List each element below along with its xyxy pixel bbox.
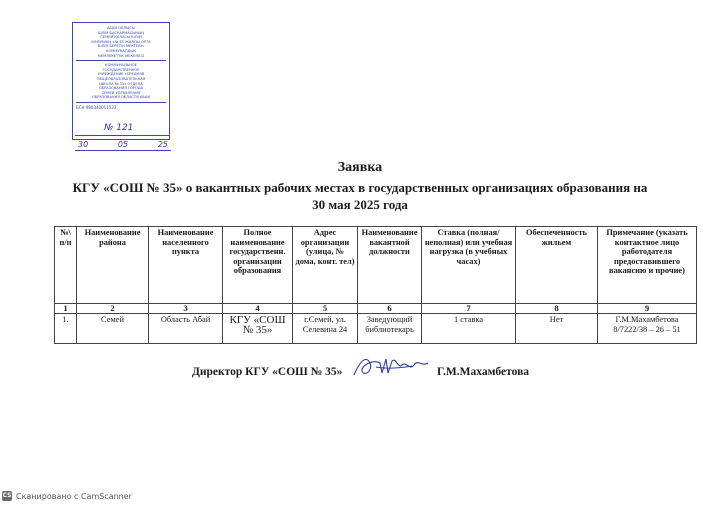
stamp-kz-line: МЕМЛЕКЕТТІК МЕКЕМЕСІ bbox=[97, 53, 145, 58]
column-number: 7 bbox=[422, 304, 516, 314]
address-cell: г.Семей, ул. Селевина 24 bbox=[293, 314, 358, 344]
handwritten-signature bbox=[352, 353, 432, 381]
column-number: 8 bbox=[516, 304, 598, 314]
header-cell: Наименование вакантной должности bbox=[358, 227, 422, 304]
camscanner-icon: CS bbox=[2, 492, 12, 499]
director-title: Директор КГУ «СОШ № 35» bbox=[192, 366, 343, 378]
column-number: 1 bbox=[55, 304, 77, 314]
registration-underline bbox=[75, 135, 169, 136]
row-number: 1. bbox=[55, 314, 77, 344]
stamp-kz-line: АБАЙ ОБЛЫСЫ bbox=[106, 26, 136, 30]
stamp-ru-line: ШКОЛА № 35» ОТДЕЛА bbox=[99, 81, 143, 86]
stamp-ru-line: УЧРЕЖДЕНИЕ «СРЕДНЯЯ bbox=[97, 72, 145, 77]
stamp-ru-line: СЕМЕЙ УПРАВЛЕНИЯ bbox=[101, 90, 141, 95]
stamp-ru-line: ОБЩЕОБРАЗОВАТЕЛЬНАЯ bbox=[96, 76, 146, 81]
registration-number: № 121 bbox=[104, 123, 134, 133]
organization-cell: КГУ «СОШ № 35» bbox=[223, 314, 293, 344]
column-number: 2 bbox=[77, 304, 149, 314]
locality-cell: Область Абай bbox=[149, 314, 223, 344]
header-cell: Наименование района bbox=[77, 227, 149, 304]
header-cell: №\ п/п bbox=[55, 227, 77, 304]
stamp-kz-line: БІЛІМ БАСҚАРМАСЫНЫҢ bbox=[98, 30, 144, 35]
scanner-watermark bbox=[2, 491, 132, 501]
stamp-ru-line: ОБРАЗОВАНИЯ ОБЛАСТИ АБАЙ bbox=[91, 95, 151, 100]
column-number: 3 bbox=[149, 304, 223, 314]
director-name: Г.М.Махамбетова bbox=[437, 366, 530, 378]
housing-cell: Нет bbox=[516, 314, 598, 344]
scanner-text: Сканировано с CamScanner bbox=[16, 491, 132, 501]
note-cell: Г.М.Махамбетова 8/7222/38 – 26 – 51 bbox=[598, 314, 697, 344]
vacancy-table bbox=[54, 226, 697, 344]
header-cell: Полное наименование государственн. организации образования bbox=[223, 227, 293, 304]
district-cell: Семей bbox=[77, 314, 149, 344]
stamp-ru-line: ГОСУДАРСТВЕННОЕ bbox=[102, 67, 140, 72]
document-date-line: 30 мая 2025 года bbox=[312, 197, 408, 212]
column-number: 4 bbox=[223, 304, 293, 314]
date-month: 05 bbox=[117, 140, 129, 149]
column-number-row bbox=[55, 304, 697, 314]
header-cell: Ставка (полная/неполная) или учебная нагрузка (в учебных часах) bbox=[422, 227, 516, 304]
stamp-divider bbox=[76, 102, 166, 103]
column-number: 5 bbox=[293, 304, 358, 314]
stamp-kz-line: БӨЛІМІНІҢ «№ 35 ЖАЛПЫ ОРТА bbox=[91, 39, 151, 44]
date-day: 30 bbox=[78, 140, 89, 149]
header-cell: Наименование населенного пункта bbox=[149, 227, 223, 304]
registration-date bbox=[78, 140, 168, 149]
date-year: 25 bbox=[157, 140, 168, 149]
column-number: 9 bbox=[598, 304, 697, 314]
stamp-kz-line: КОММУНАЛДЫҚ bbox=[105, 48, 137, 53]
document-subtitle: КГУ «СОШ № 35» о вакантных рабочих местах в государственных организациях образования на bbox=[72, 180, 648, 195]
rate-cell: 1 ставка bbox=[422, 314, 516, 344]
registration-number-value: 121 bbox=[116, 123, 134, 133]
stamp-divider bbox=[76, 60, 166, 61]
header-cell: Адрес организации (улица, № дома, конт. тел) bbox=[293, 227, 358, 304]
position-cell: Заведующий библиотекарь bbox=[358, 314, 422, 344]
stamp-ru-line: КОММУНАЛЬНОЕ bbox=[105, 63, 137, 68]
table-row bbox=[55, 314, 697, 344]
document-title: Заявка bbox=[337, 160, 383, 175]
date-underline bbox=[75, 150, 171, 151]
column-number: 6 bbox=[358, 304, 422, 314]
stamp-kz-line: СЕМЕЙ ҚАЛАСЫ БІЛІМ bbox=[100, 35, 142, 40]
header-cell: Примечание (указать контактное лицо работодателя предоставившего вакансию и прочие) bbox=[598, 227, 697, 304]
stamp-ru-line: ОБРАЗОВАНИЯ ГОРОДА bbox=[98, 86, 144, 91]
stamp-kz-line: БІЛІМ БЕРЕТІН МЕКТЕБІ» bbox=[98, 44, 144, 49]
stamp-bin: БСН 980340011533 bbox=[76, 104, 117, 110]
header-cell: Обеспеченность жильем bbox=[516, 227, 598, 304]
table-header-row bbox=[55, 227, 697, 304]
